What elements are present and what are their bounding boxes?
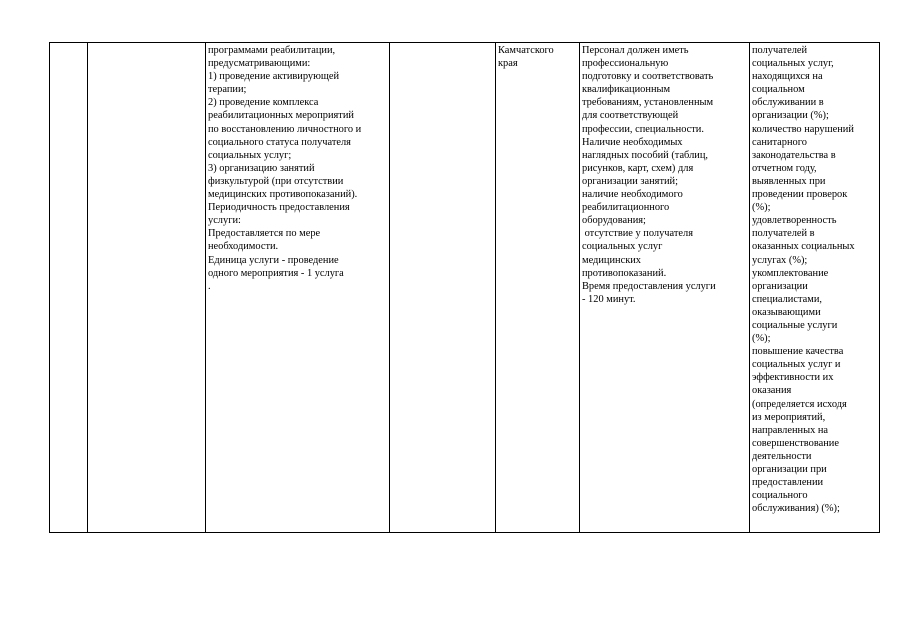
text-line: социального [752, 490, 808, 502]
text-line: обслуживания) (%); [752, 503, 840, 515]
table-row [50, 43, 880, 533]
table-cell-number [50, 43, 88, 533]
text-line: удовлетворенность [752, 215, 837, 227]
text-line: организации (%); [752, 110, 829, 122]
table-cell-quality-indicators [750, 43, 880, 533]
text-line: Наличие необходимых [582, 136, 683, 148]
text-line: края [498, 58, 518, 70]
text-line: оказания [752, 385, 792, 397]
text-line: . [208, 280, 211, 292]
text-line: Единица услуги - проведение [208, 254, 339, 266]
region-text [498, 44, 577, 70]
text-line: получателей в [752, 228, 815, 240]
text-line: наличие необходимого [582, 189, 683, 201]
text-line: совершенствование [752, 437, 839, 449]
text-line: организации занятий; [582, 175, 678, 187]
text-line: организации [752, 280, 808, 292]
text-line: социальных услуг, [752, 58, 834, 70]
text-line: количество нарушений [752, 123, 854, 135]
text-line: медицинских противопоказаний). [208, 189, 358, 201]
text-line: необходимости. [208, 241, 279, 253]
text-line: квалификационным [582, 84, 671, 96]
text-line: - 120 минут. [582, 293, 636, 305]
text-line: профессиональную [582, 58, 669, 70]
text-line: социальные услуги [752, 319, 838, 331]
text-line: (%); [752, 333, 771, 345]
text-line: санитарного [752, 136, 807, 148]
text-line: отсутствие у получателя [582, 228, 693, 240]
text-line: Предоставляется по мере [208, 228, 321, 240]
text-line: получателей [752, 45, 808, 56]
text-line: противопоказаний. [582, 267, 667, 279]
text-line: профессии, специальности. [582, 123, 704, 135]
text-line: 1) проведение активирующей [208, 71, 340, 83]
text-line: деятельности [752, 450, 812, 462]
text-line: направленных на [752, 424, 829, 436]
text-line: социального статуса получателя [208, 136, 351, 148]
text-line: подготовку и соответствовать [582, 71, 714, 83]
text-line: Персонал должен иметь [582, 45, 689, 56]
table-cell-service-name [88, 43, 206, 533]
text-line: рисунков, карт, схем) для [582, 162, 694, 174]
text-line: повышение качества [752, 346, 844, 358]
text-line: выявленных при [752, 175, 826, 187]
text-line: по восстановлению личностного и [208, 123, 362, 135]
text-line: предусматривающими: [208, 58, 311, 70]
service-description-text [208, 44, 387, 293]
table-cell-service-description [206, 43, 390, 533]
text-line: одного мероприятия - 1 услуга [208, 267, 344, 279]
text-line: находящихся на [752, 71, 823, 83]
services-table [49, 42, 880, 533]
conditions-text [582, 44, 747, 306]
text-line: физкультурой (при отсутствии [208, 175, 344, 187]
text-line: отчетном году, [752, 162, 817, 174]
text-line: (%); [752, 202, 771, 214]
text-line: оказанных социальных [752, 241, 855, 253]
table-cell-conditions [580, 43, 750, 533]
text-line: медицинских [582, 254, 641, 266]
text-line: реабилитационного [582, 202, 670, 214]
text-line: для соответствующей [582, 110, 679, 122]
text-line: наглядных пособий (таблиц, [582, 149, 708, 161]
text-line: Время предоставления услуги [582, 280, 716, 292]
text-line: специалистами, [752, 293, 822, 305]
text-line: реабилитационных мероприятий [208, 110, 354, 122]
text-line: (определяется исходя [752, 398, 847, 410]
text-line: предоставлении [752, 477, 824, 489]
text-line: услугах (%); [752, 254, 808, 266]
text-line: законодательства в [752, 149, 836, 161]
text-line: обслуживании в [752, 97, 824, 109]
table-cell-region [496, 43, 580, 533]
text-line: эффективности их [752, 372, 834, 384]
text-line: Камчатского [498, 45, 554, 56]
text-line: социальных услуг [582, 241, 663, 253]
text-line: требованиям, установленным [582, 97, 714, 109]
text-line: проведении проверок [752, 189, 848, 201]
text-line: программами реабилитации, [208, 45, 336, 56]
text-line: терапии; [208, 84, 247, 96]
text-line: оборудования; [582, 215, 646, 227]
text-line: услуги: [208, 215, 241, 227]
table-cell-tariff [390, 43, 496, 533]
text-line: социальных услуг и [752, 359, 841, 371]
text-line: Периодичность предоставления [208, 202, 350, 214]
text-line: организации при [752, 464, 827, 475]
text-line: из мероприятий, [752, 411, 826, 423]
text-line: 2) проведение комплекса [208, 97, 319, 109]
text-line: социальных услуг; [208, 149, 292, 161]
quality-indicators-text [752, 44, 877, 515]
text-line: укомплектование [752, 267, 829, 279]
text-line: оказывающими [752, 306, 821, 318]
text-line: 3) организацию занятий [208, 162, 315, 174]
text-line: социальном [752, 84, 805, 96]
